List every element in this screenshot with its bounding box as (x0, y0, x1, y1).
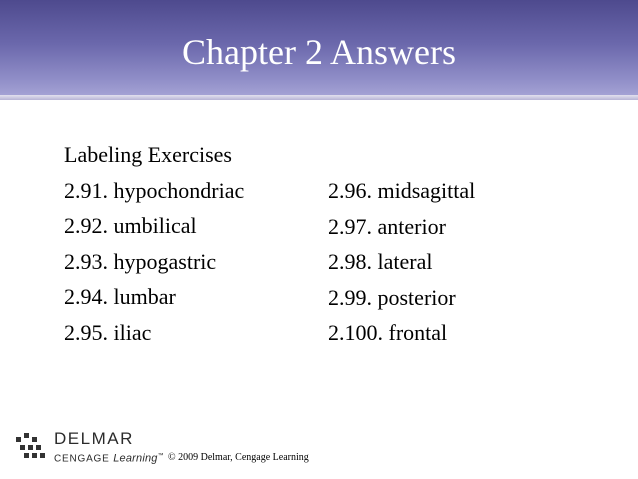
answer-item: 2.95. iliac (64, 319, 152, 345)
header-divider (0, 95, 638, 100)
answer-item: 2.93. hypogastric (64, 248, 217, 274)
brand-name: DELMAR (54, 429, 134, 448)
answer-item: 2.99. posterior (328, 284, 456, 310)
answer-item: 2.94. lumbar (64, 284, 176, 309)
brand-subtitle (54, 450, 164, 465)
answer-item: 2.92. umbilical (64, 213, 197, 238)
answer-item: 2.91. hypochondriac (64, 177, 245, 203)
right-answer-column (328, 173, 475, 351)
brand-subtitle-main: CENGAGE (54, 453, 114, 465)
delmar-logo-icon (14, 432, 48, 462)
footer (14, 430, 334, 470)
answer-item: 2.96. midsagittal (328, 178, 476, 203)
answer-item: 2.97. anterior (328, 213, 446, 239)
copyright-notice: © 2009 Delmar, Cengage Learning (168, 452, 309, 463)
left-answer-column (64, 137, 244, 350)
answer-item: 2.100. frontal (328, 320, 448, 345)
trademark-mark: ™ (157, 453, 164, 459)
section-heading: Labeling Exercises (64, 142, 232, 167)
brand-subtitle-learning: Learning (113, 452, 158, 465)
answer-item: 2.98. lateral (328, 249, 433, 274)
slide-title: Chapter 2 Answers (182, 32, 456, 72)
